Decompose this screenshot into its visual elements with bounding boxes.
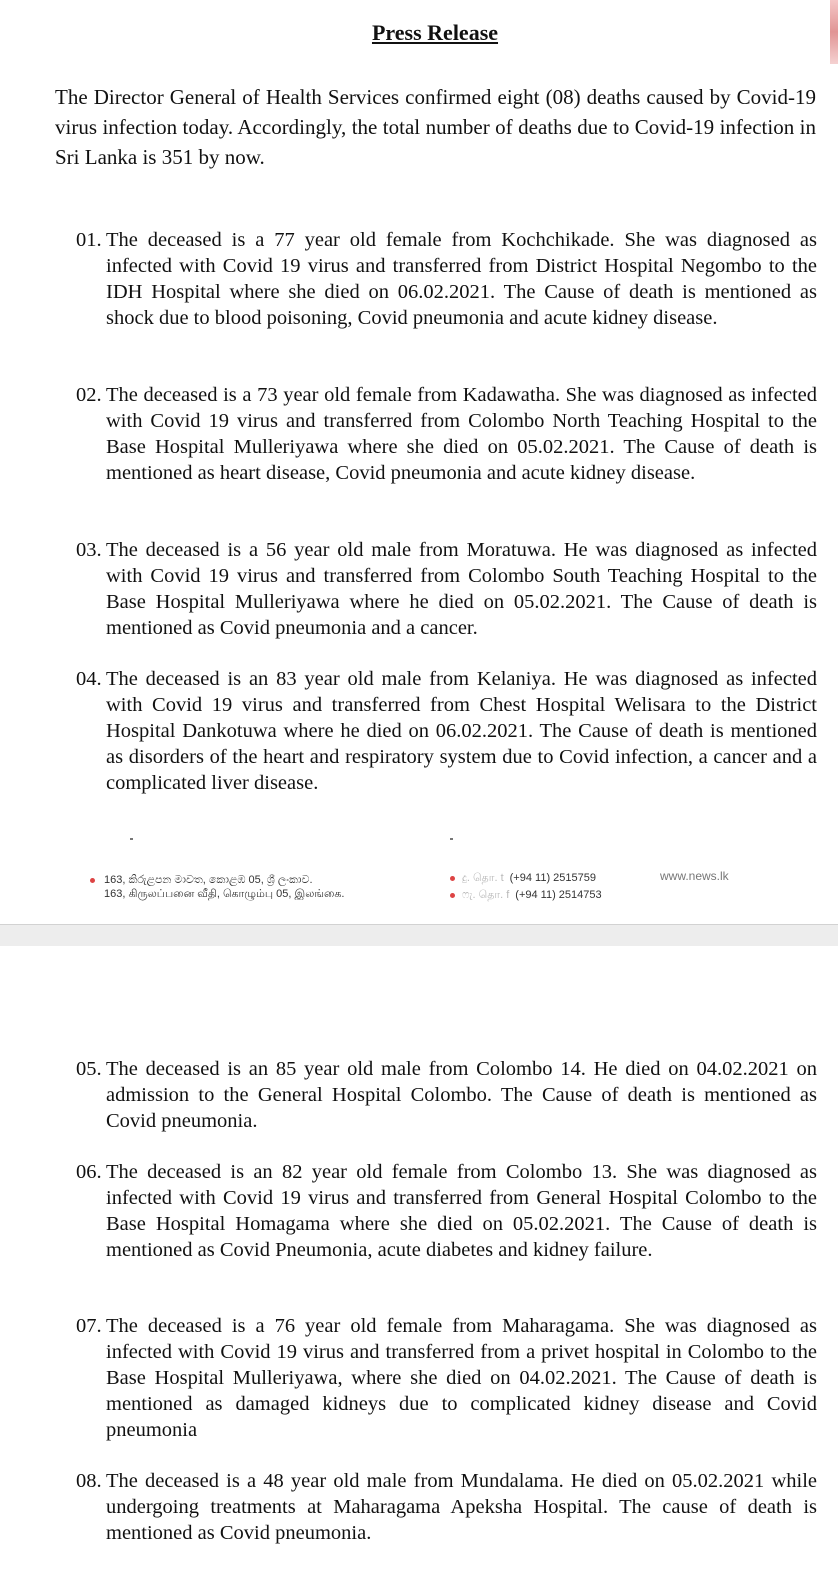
item-number: 08.	[76, 1470, 102, 1492]
item-text: The deceased is a 56 year old male from Moratuwa. He was diagnosed as infected with Covid 19 virus and transferred from Colombo South Teaching Hospital to the Base Hospital Mulleriyawa where he died on 05.02.2021. The Cause of death is mentioned as Covid pneumonia and a cancer.	[106, 539, 817, 639]
address-sinhala: 163, කිරුළපන මාවත, කොළඹ 05, ශ්‍රී ලංකාව.	[104, 874, 313, 886]
death-item	[76, 227, 817, 331]
death-item	[76, 1056, 817, 1134]
item-number: 04.	[76, 668, 102, 690]
item-number: 02.	[76, 384, 102, 406]
item-number: 06.	[76, 1161, 102, 1183]
death-item	[76, 1159, 817, 1263]
item-text: The deceased is a 76 year old female from Maharagama. She was diagnosed as infected with Covid 19 virus and transferred from a privet hospital in Colombo to the Base Hospital Mulleriyawa, where she died on 04.02.2021. The Cause of death is mentioned as damaged kidneys due to complicated kidney disease and Covid pneumonia	[106, 1315, 817, 1441]
fax-number: (+94 11) 2514753	[515, 889, 602, 901]
item-text: The deceased is a 48 year old male from Mundalama. He died on 05.02.2021 while undergoing treatments at Maharagama Apeksha Hospital. The cause of death is mentioned as Covid pneumonia.	[106, 1470, 817, 1544]
item-text: The deceased is a 77 year old female from Kochchikade. She was diagnosed as infected with Covid 19 virus and transferred from District Hospital Negombo to the IDH Hospital where she died on 06.02.2021. The Cause of death is mentioned as shock due to blood poisoning, Covid pneumonia and acute kidney disease.	[106, 229, 817, 329]
fax-icon	[450, 893, 455, 898]
item-text: The deceased is an 83 year old male from Kelaniya. He was diagnosed as infected with Covid 19 virus and transferred from Chest Hospital Welisara to the District Hospital Dankotuwa where he died on 06.02.2021. The Cause of death is mentioned as disorders of the heart and respiratory system due to Covid infection, a cancer and a complicated liver disease.	[106, 668, 817, 794]
death-item	[76, 1468, 817, 1546]
death-item	[76, 537, 817, 641]
item-number: 05.	[76, 1058, 102, 1080]
item-number: 03.	[76, 539, 102, 561]
item-text: The deceased is an 85 year old male from Colombo 14. He died on 04.02.2021 on admission to the General Hospital Colombo. The Cause of death is mentioned as Covid pneumonia.	[106, 1058, 817, 1132]
scan-speck	[130, 838, 133, 840]
item-number: 01.	[76, 229, 102, 251]
press-release-title: Press Release	[371, 20, 499, 45]
death-item	[76, 382, 817, 486]
letterhead-footer	[0, 868, 838, 908]
item-text: The deceased is an 82 year old female from Colombo 13. She was diagnosed as infected with Covid 19 virus and transferred from General Hospital Colombo to the Base Hospital Homagama where she died on 05.02.2021. The Cause of death is mentioned as Covid Pneumonia, acute diabetes and kidney failure.	[106, 1161, 817, 1261]
tel-number: (+94 11) 2515759	[509, 872, 596, 884]
intro-paragraph: The Director General of Health Services confirmed eight (08) deaths caused by Covid-19 virus infection today. Accordingly, the total number of deaths due to Covid-19 infection in Sri Lanka is 351 by now.	[55, 85, 816, 169]
phone-icon	[450, 876, 455, 881]
page-separator	[0, 924, 838, 947]
address-tamil: 163, கிருலப்பனை வீதி, கொழும்பு 05, இலங்கை.	[104, 888, 345, 900]
fax-label: ෆැ. தொ. f	[462, 889, 510, 901]
item-text: The deceased is a 73 year old female from Kadawatha. She was diagnosed as infected with Covid 19 virus and transferred from Colombo North Teaching Hospital to the Base Hospital Mulleriyawa where she died on 05.02.2021. The Cause of death is mentioned as heart disease, Covid pneumonia and acute kidney disease.	[106, 384, 817, 484]
tel-label: දු. தொ. t	[462, 872, 504, 884]
bullet-icon	[90, 878, 95, 883]
death-item	[76, 666, 817, 796]
scan-speck	[450, 838, 453, 840]
footer-contacts	[462, 870, 602, 904]
website-link[interactable]: www.news.lk	[660, 869, 729, 883]
document-page-2	[0, 946, 838, 1591]
death-item	[76, 1313, 817, 1443]
item-number: 07.	[76, 1315, 102, 1337]
footer-address	[104, 873, 344, 901]
